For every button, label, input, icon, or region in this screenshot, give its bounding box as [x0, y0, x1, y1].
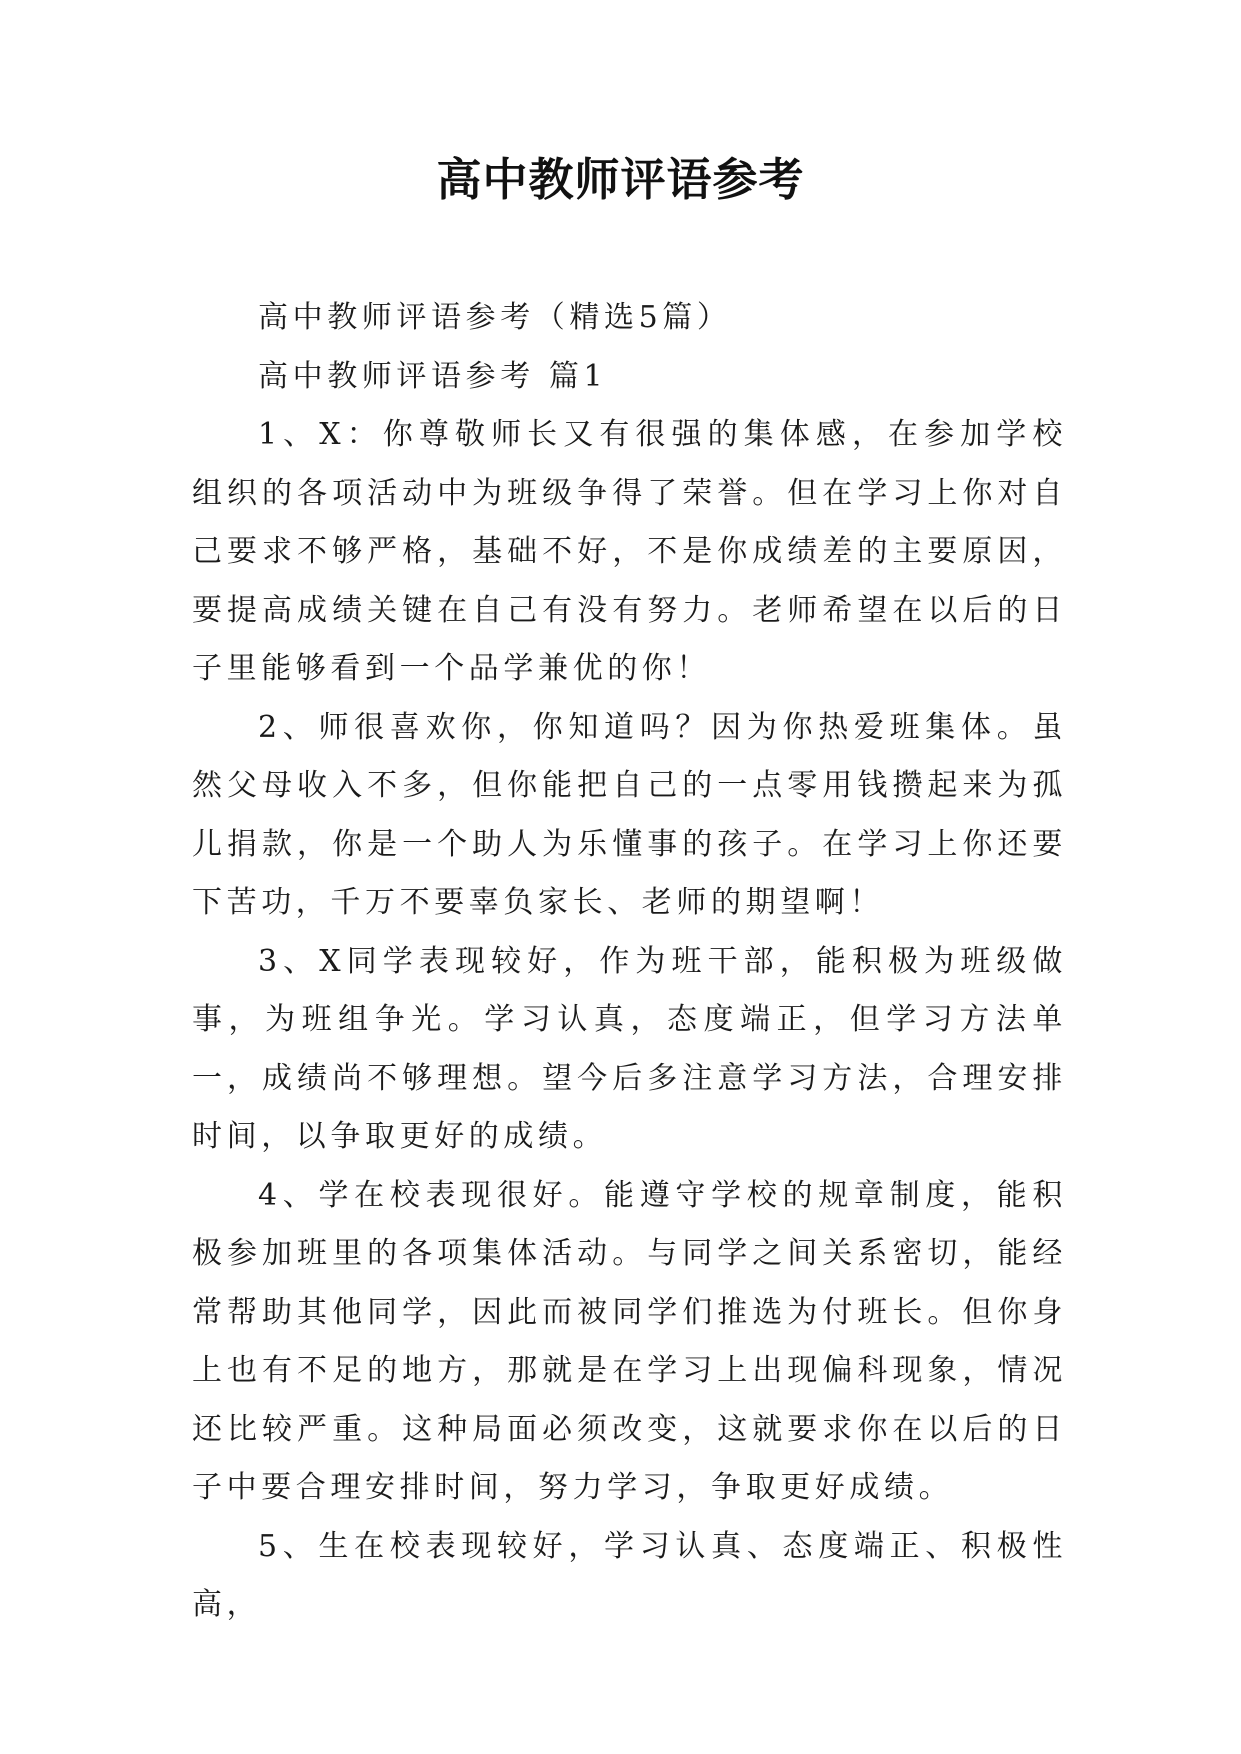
paragraph: 5、生在校表现较好，学习认真、态度端正、积极性高， — [192, 1528, 1067, 1622]
paragraph: 1、X：你尊敬师长又有很强的集体感，在参加学校组织的各项活动中为班级争得了荣誉。但在学习上你对自己要求不够严格，基础不好，不是你成绩差的主要原因，要提高成绩关键在自己有没有努力。老师希望在以后的日子里能够看到一个品学兼优的你！ — [192, 417, 1067, 686]
document-subtitle: 高中教师评语参考（精选5篇） — [258, 300, 732, 335]
paragraph: 4、学在校表现很好。能遵守学校的规章制度，能积极参加班里的各项集体活动。与同学之间关系密切，能经常帮助其他同学，因此而被同学们推选为付班长。但你身上也有不足的地方，那就是在学习上出现偏科现象，情况还比较严重。这种局面必须改变，这就要求你在以后的日子中要合理安排时间，努力学习，争取更好成绩。 — [192, 1177, 1067, 1505]
paragraph: 2、师很喜欢你，你知道吗？因为你热爱班集体。虽然父母收入不多，但你能把自己的一点零用钱攒起来为孤儿捐款，你是一个助人为乐懂事的孩子。在学习上你还要下苦功，千万不要辜负家长、老师的期望啊！ — [192, 709, 1067, 920]
document-body — [192, 289, 1067, 1635]
section-heading: 高中教师评语参考 篇1 — [258, 358, 608, 394]
document-title: 高中教师评语参考 — [436, 153, 805, 206]
paragraph: 3、X同学表现较好，作为班干部，能积极为班级做事，为班组争光。学习认真，态度端正，但学习方法单一，成绩尚不够理想。望今后多注意学习方法，合理安排时间，以争取更好的成绩。 — [192, 943, 1067, 1154]
